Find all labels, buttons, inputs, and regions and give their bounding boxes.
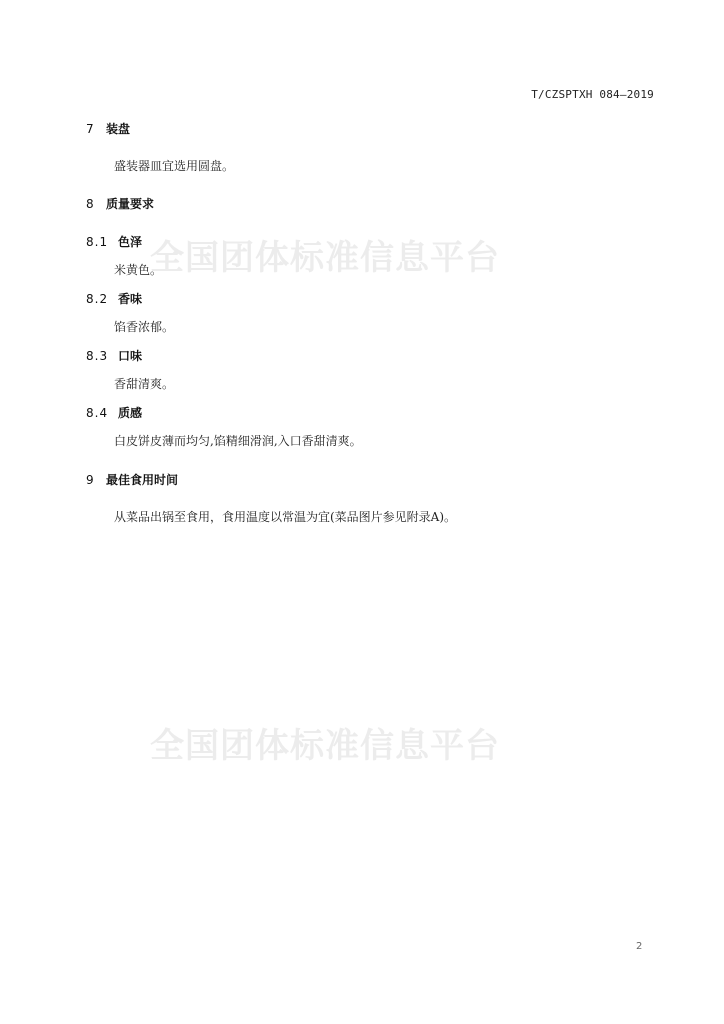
- section-8-3-heading: [86, 347, 142, 364]
- page-number: 2: [636, 941, 643, 952]
- standard-code: T/CZSPTXH 084—2019: [531, 88, 654, 101]
- section-number: 7: [86, 122, 94, 136]
- section-title: 香味: [118, 292, 143, 306]
- section-9-heading: [86, 471, 178, 488]
- section-8-2-body: 馅香浓郁。: [114, 320, 175, 334]
- section-number: 8: [86, 197, 94, 211]
- section-number: 8.4: [86, 406, 109, 420]
- section-8-2-heading: [86, 290, 142, 307]
- watermark-top: 全国团体标准信息平台: [150, 238, 500, 278]
- section-title: 色泽: [118, 235, 143, 249]
- section-8-1-body: 米黄色。: [114, 263, 163, 277]
- section-8-3-body: 香甜清爽。: [114, 377, 175, 391]
- section-title: 最佳食用时间: [106, 473, 179, 487]
- section-title: 质感: [118, 406, 143, 420]
- section-number: 8.2: [86, 292, 109, 306]
- section-8-1-heading: [86, 233, 142, 250]
- section-number: 8.3: [86, 349, 109, 363]
- section-title: 装盘: [106, 122, 131, 136]
- section-number: 8.1: [86, 235, 109, 249]
- section-title: 口味: [118, 349, 143, 363]
- section-7-heading: [86, 120, 130, 137]
- section-7-body: 盛装器皿宜选用圆盘。: [114, 159, 235, 173]
- section-8-4-body: 白皮饼皮薄而均匀,馅精细滑润,入口香甜清爽。: [114, 434, 362, 448]
- section-9-body: 从菜品出锅至食用，食用温度以常温为宜(菜品图片参见附录A)。: [114, 510, 457, 524]
- section-8-4-heading: [86, 404, 142, 421]
- section-title: 质量要求: [106, 197, 155, 211]
- section-8-heading: [86, 195, 154, 212]
- section-number: 9: [86, 473, 94, 487]
- watermark-bottom: 全国团体标准信息平台: [150, 726, 500, 766]
